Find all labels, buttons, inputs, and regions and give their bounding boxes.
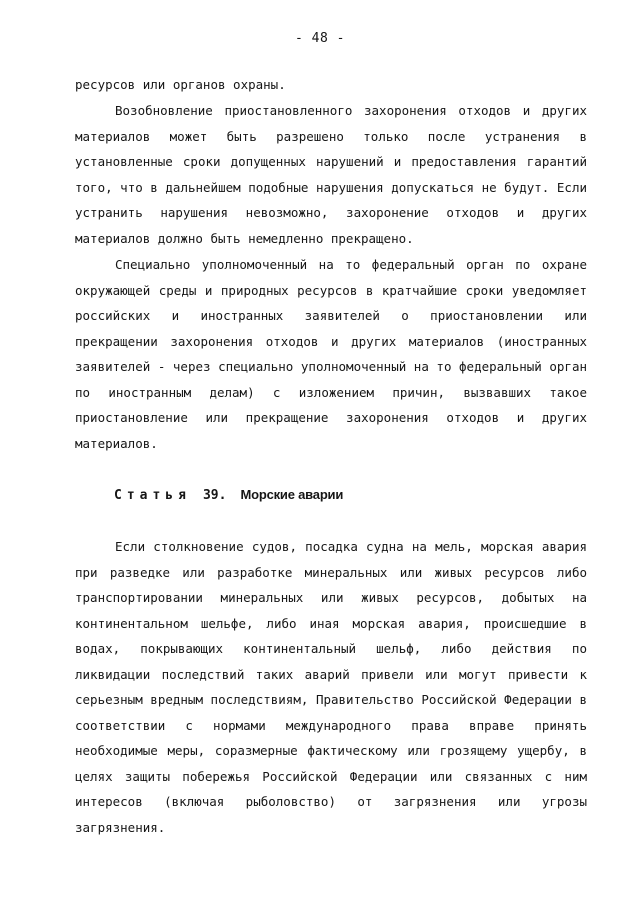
article-heading (114, 487, 343, 503)
article-number: 39. (202, 488, 227, 503)
page-number: - 48 - (295, 31, 345, 46)
paragraph-notification: Специально уполномоченный на то федеральный орган по охране окружающей среды и природных ресурсов в кратчайшие сроки уведомляет российских и иностранных заявителей о приостановлении или прекращении захоронения отходов и других материалов (иностранных заявителей - через специально уполномоченный на то федеральный орган по иностранным делам) с изложением причин, вызвавших такое приостановление или прекращение захоронения отходов и других материалов. (75, 257, 587, 451)
paragraph-continuation: ресурсов или органов охраны. (75, 77, 286, 92)
article-label: Статья (114, 488, 191, 503)
article-title: Морские аварии (240, 487, 344, 502)
paragraph-marine-accidents: Если столкновение судов, посадка судна на мель, морская авария при разведке или разработке минеральных или живых ресурсов либо транспортировании минеральных или живых ресурсов, добытых на континентальном шельфе, либо иная морская авария, происшедшие в водах, покрывающих континентальный шельф, либо действия по ликвидации последствий таких аварий привели или могут привести к серьезным вредным последствиям, Правительство Российской Федерации в соответствии с нормами международного права вправе принять необходимые меры, соразмерные фактическому или грозящему ущербу, в целях защиты побережья Российской Федерации или связанных с ним интересов (включая рыболовство) от загрязнения или угрозы загрязнения. (75, 539, 587, 835)
paragraph-resumption: Возобновление приостановленного захоронения отходов и других материалов может быть разрешено только после устранения в установленные сроки допущенных нарушений и предоставления гарантий того, что в дальнейшем подобные нарушения допускаться не будут. Если устранить нарушения невозможно, захоронение отходов и других материалов должно быть немедленно прекращено. (75, 103, 587, 246)
